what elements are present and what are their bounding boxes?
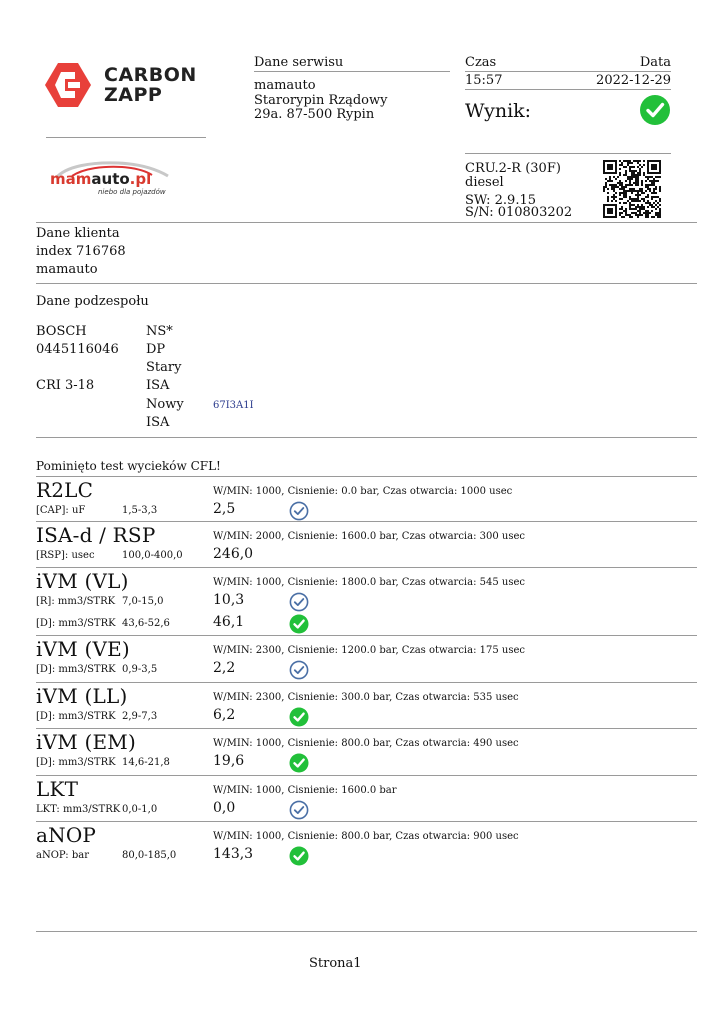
test-range: 7,0-15,0 (122, 596, 164, 607)
logo-divider (46, 137, 206, 138)
result-label: Wynik: (465, 100, 532, 122)
test-value: 246,0 (213, 546, 254, 562)
test-value: 2,2 (213, 660, 236, 676)
test-unit: [D]: mm3/STRK (36, 757, 116, 768)
mamauto-tagline: niebo dla pojazdów (98, 188, 166, 196)
test-divider (36, 521, 697, 522)
test-value: 2,5 (213, 501, 236, 517)
test-range: 0,9-3,5 (122, 664, 158, 675)
time-label: Czas (465, 55, 497, 70)
test-divider (36, 567, 697, 568)
test-name: iVM (VL) (36, 569, 129, 593)
test-unit: [CAP]: uF (36, 505, 86, 516)
component-isa-old: ISA (146, 378, 170, 393)
client-name: mamauto (36, 262, 98, 277)
test-unit: [D]: mm3/STRK (36, 618, 116, 629)
test-params: W/MIN: 1000, Cisnienie: 0.0 bar, Czas otwarcia: 1000 usec (213, 486, 513, 497)
service-heading: Dane serwisu (254, 55, 344, 70)
component-type: CRI 3-18 (36, 378, 95, 393)
test-value: 6,2 (213, 707, 236, 723)
test-params: W/MIN: 2300, Cisnienie: 300.0 bar, Czas otwarcia: 535 usec (213, 692, 519, 703)
cfl-notice: Pominięto test wycieków CFL! (36, 459, 221, 473)
carbonzapp-logo-line2: ZAPP (104, 84, 163, 106)
device-model: CRU.2-R (30F) (465, 161, 561, 176)
carbonzapp-logo-icon (44, 62, 92, 108)
client-heading: Dane klienta (36, 226, 120, 241)
test-value: 0,0 (213, 800, 236, 816)
test-params: W/MIN: 1000, Cisnienie: 800.0 bar, Czas otwarcia: 900 usec (213, 831, 519, 842)
test-value: 10,3 (213, 592, 245, 608)
header-bottom-rule (36, 222, 697, 223)
test-name: iVM (EM) (36, 730, 136, 754)
mamauto-logo (48, 160, 178, 198)
test-value: 19,6 (213, 753, 245, 769)
test-name: iVM (LL) (36, 684, 128, 708)
test-range: 1,5-3,3 (122, 505, 158, 516)
mamauto-logo-prefix: mam (50, 170, 92, 188)
test-divider (36, 682, 697, 683)
component-rule (36, 437, 697, 438)
meta-rule-bottom (465, 153, 671, 154)
carbonzapp-logo-line1: CARBON (104, 64, 197, 86)
footer-rule (36, 931, 697, 932)
meta-rule-top (465, 71, 671, 72)
test-range: 0,0-1,0 (122, 804, 158, 815)
device-fuel: diesel (465, 175, 504, 190)
check-circle-green-icon (289, 846, 309, 866)
check-outline-blue-icon (289, 800, 309, 820)
client-index: index 716768 (36, 244, 126, 259)
client-rule (36, 283, 697, 284)
mamauto-logo-text (50, 170, 151, 188)
test-value: 46,1 (213, 614, 245, 630)
notice-rule (36, 476, 697, 477)
test-name: LKT (36, 777, 79, 801)
carbonzapp-logo (44, 62, 197, 108)
component-manufacturer: BOSCH (36, 324, 87, 339)
test-divider (36, 821, 697, 822)
test-params: W/MIN: 2000, Cisnienie: 1600.0 bar, Czas otwarcia: 300 usec (213, 531, 525, 542)
test-divider (36, 635, 697, 636)
service-rule (254, 71, 450, 72)
test-name: R2LC (36, 478, 94, 502)
test-name: iVM (VE) (36, 637, 130, 661)
check-circle-green-icon (289, 707, 309, 727)
check-circle-green-icon (289, 614, 309, 634)
date-label: Data (639, 55, 671, 70)
test-params: W/MIN: 1000, Cisnienie: 800.0 bar, Czas otwarcia: 490 usec (213, 738, 519, 749)
component-ns: NS* (146, 324, 173, 339)
device-sw: SW: 2.9.15 (465, 193, 536, 208)
mamauto-logo-suffix: .pl (129, 170, 152, 188)
test-value: 143,3 (213, 846, 254, 862)
check-circle-green-icon (289, 753, 309, 773)
component-isa-new: ISA (146, 415, 170, 430)
test-params: W/MIN: 1000, Cisnienie: 1600.0 bar (213, 785, 397, 796)
component-stary: Stary (146, 360, 182, 375)
test-unit: [D]: mm3/STRK (36, 664, 116, 675)
test-unit: [D]: mm3/STRK (36, 711, 116, 722)
test-range: 2,9-7,3 (122, 711, 158, 722)
test-params: W/MIN: 2300, Cisnienie: 1200.0 bar, Czas otwarcia: 175 usec (213, 645, 525, 656)
device-sn: S/N: 010803202 (465, 205, 573, 220)
component-heading: Dane podzespołu (36, 294, 149, 309)
component-nowy: Nowy (146, 397, 184, 412)
test-unit: [RSP]: usec (36, 550, 95, 561)
meta-rule-mid (465, 89, 671, 90)
service-name: mamauto (254, 78, 316, 93)
test-range: 100,0-400,0 (122, 550, 183, 561)
check-outline-blue-icon (289, 592, 309, 612)
test-divider (36, 775, 697, 776)
component-dp: DP (146, 342, 166, 357)
time-value: 15:57 (465, 73, 503, 88)
date-value: 2022-12-29 (596, 73, 671, 88)
test-name: ISA-d / RSP (36, 523, 156, 547)
test-range: 43,6-52,6 (122, 618, 170, 629)
service-address-line1: Starorypin Rządowy (254, 93, 388, 108)
test-unit: aNOP: bar (36, 850, 89, 861)
test-name: aNOP (36, 823, 97, 847)
test-range: 80,0-185,0 (122, 850, 177, 861)
service-address-line2: 29a. 87-500 Rypin (254, 107, 375, 122)
test-unit: [R]: mm3/STRK (36, 596, 116, 607)
test-divider (36, 728, 697, 729)
result-check-icon (639, 94, 671, 126)
check-outline-blue-icon (289, 501, 309, 521)
page-number: Strona1 (309, 956, 362, 971)
test-range: 14,6-21,8 (122, 757, 170, 768)
qr-code (603, 160, 661, 218)
test-params: W/MIN: 1000, Cisnienie: 1800.0 bar, Czas otwarcia: 545 usec (213, 577, 525, 588)
check-outline-blue-icon (289, 660, 309, 680)
component-part-number: 0445116046 (36, 342, 119, 357)
test-unit: LKT: mm3/STRK (36, 804, 121, 815)
mamauto-logo-main: auto (91, 170, 130, 188)
component-nowy-code: 67I3A1I (213, 400, 254, 411)
